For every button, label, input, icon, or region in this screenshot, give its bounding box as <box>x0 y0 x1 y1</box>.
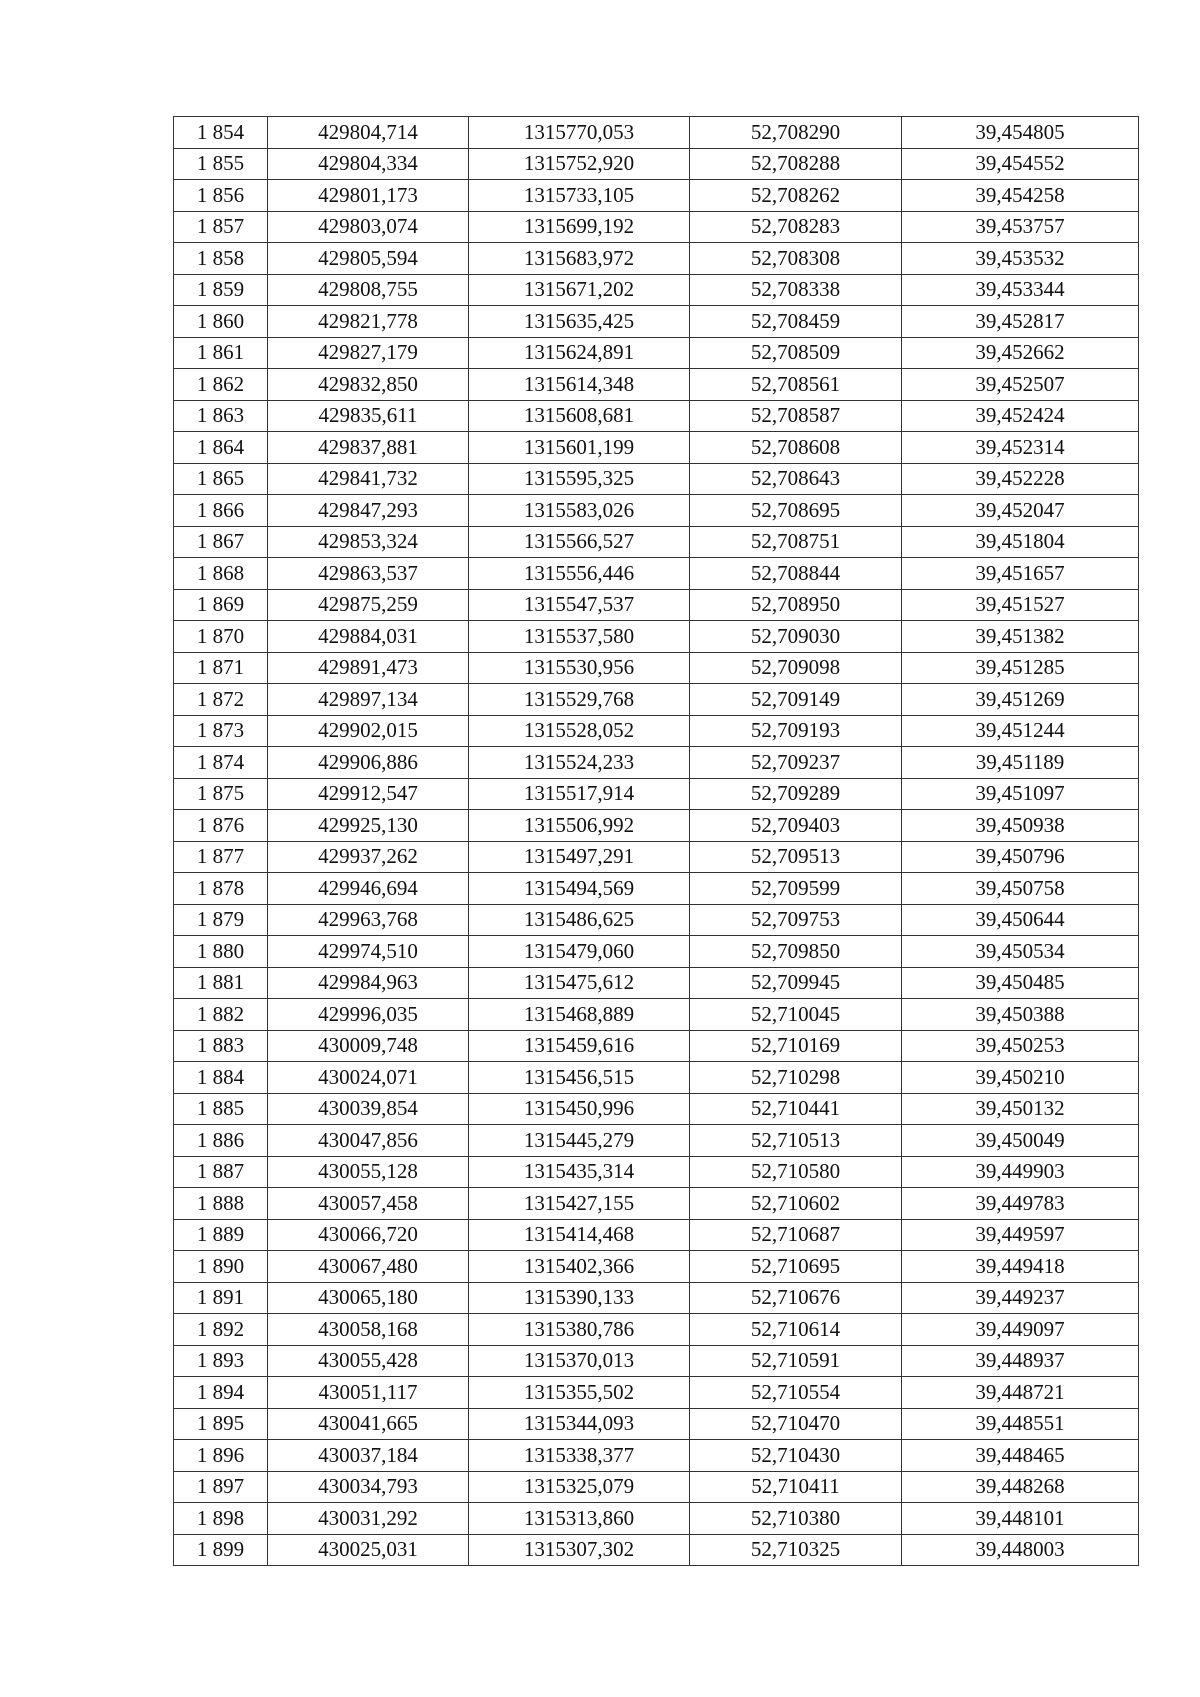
table-row <box>174 1062 1139 1094</box>
point-number-cell: 1 858 <box>174 243 268 275</box>
latitude-cell: 52,710430 <box>690 1440 902 1472</box>
longitude-cell: 39,448937 <box>902 1345 1139 1377</box>
latitude-cell: 52,708288 <box>690 148 902 180</box>
table-row <box>174 1377 1139 1409</box>
table-row <box>174 400 1139 432</box>
latitude-cell: 52,710380 <box>690 1503 902 1535</box>
y-coordinate-cell: 1315733,105 <box>469 180 690 212</box>
longitude-cell: 39,449097 <box>902 1314 1139 1346</box>
x-coordinate-cell: 430066,720 <box>268 1219 469 1251</box>
y-coordinate-cell: 1315475,612 <box>469 967 690 999</box>
latitude-cell: 52,708290 <box>690 117 902 149</box>
latitude-cell: 52,710580 <box>690 1156 902 1188</box>
x-coordinate-cell: 429803,074 <box>268 211 469 243</box>
y-coordinate-cell: 1315770,053 <box>469 117 690 149</box>
point-number-cell: 1 884 <box>174 1062 268 1094</box>
longitude-cell: 39,451382 <box>902 621 1139 653</box>
point-number-cell: 1 895 <box>174 1408 268 1440</box>
x-coordinate-cell: 429946,694 <box>268 873 469 905</box>
table-row <box>174 904 1139 936</box>
table-row <box>174 1408 1139 1440</box>
x-coordinate-cell: 430057,458 <box>268 1188 469 1220</box>
point-number-cell: 1 879 <box>174 904 268 936</box>
coordinates-table <box>173 116 1139 1566</box>
longitude-cell: 39,453757 <box>902 211 1139 243</box>
latitude-cell: 52,708459 <box>690 306 902 338</box>
table-row <box>174 148 1139 180</box>
longitude-cell: 39,450388 <box>902 999 1139 1031</box>
x-coordinate-cell: 429984,963 <box>268 967 469 999</box>
point-number-cell: 1 856 <box>174 180 268 212</box>
longitude-cell: 39,450758 <box>902 873 1139 905</box>
point-number-cell: 1 869 <box>174 589 268 621</box>
y-coordinate-cell: 1315583,026 <box>469 495 690 527</box>
point-number-cell: 1 889 <box>174 1219 268 1251</box>
y-coordinate-cell: 1315683,972 <box>469 243 690 275</box>
coordinates-table-body <box>174 117 1139 1566</box>
point-number-cell: 1 897 <box>174 1471 268 1503</box>
latitude-cell: 52,708262 <box>690 180 902 212</box>
table-row <box>174 967 1139 999</box>
latitude-cell: 52,710602 <box>690 1188 902 1220</box>
y-coordinate-cell: 1315614,348 <box>469 369 690 401</box>
point-number-cell: 1 880 <box>174 936 268 968</box>
y-coordinate-cell: 1315338,377 <box>469 1440 690 1472</box>
point-number-cell: 1 859 <box>174 274 268 306</box>
y-coordinate-cell: 1315325,079 <box>469 1471 690 1503</box>
point-number-cell: 1 870 <box>174 621 268 653</box>
longitude-cell: 39,452662 <box>902 337 1139 369</box>
y-coordinate-cell: 1315671,202 <box>469 274 690 306</box>
table-row <box>174 495 1139 527</box>
point-number-cell: 1 876 <box>174 810 268 842</box>
y-coordinate-cell: 1315307,302 <box>469 1534 690 1566</box>
y-coordinate-cell: 1315468,889 <box>469 999 690 1031</box>
table-row <box>174 1219 1139 1251</box>
y-coordinate-cell: 1315435,314 <box>469 1156 690 1188</box>
latitude-cell: 52,708338 <box>690 274 902 306</box>
y-coordinate-cell: 1315427,155 <box>469 1188 690 1220</box>
latitude-cell: 52,709149 <box>690 684 902 716</box>
table-row <box>174 747 1139 779</box>
y-coordinate-cell: 1315529,768 <box>469 684 690 716</box>
point-number-cell: 1 866 <box>174 495 268 527</box>
latitude-cell: 52,710687 <box>690 1219 902 1251</box>
x-coordinate-cell: 430055,428 <box>268 1345 469 1377</box>
longitude-cell: 39,448465 <box>902 1440 1139 1472</box>
latitude-cell: 52,709030 <box>690 621 902 653</box>
x-coordinate-cell: 429937,262 <box>268 841 469 873</box>
point-number-cell: 1 890 <box>174 1251 268 1283</box>
longitude-cell: 39,450253 <box>902 1030 1139 1062</box>
longitude-cell: 39,451269 <box>902 684 1139 716</box>
latitude-cell: 52,710045 <box>690 999 902 1031</box>
latitude-cell: 52,710441 <box>690 1093 902 1125</box>
y-coordinate-cell: 1315537,580 <box>469 621 690 653</box>
table-row <box>174 432 1139 464</box>
x-coordinate-cell: 430055,128 <box>268 1156 469 1188</box>
point-number-cell: 1 878 <box>174 873 268 905</box>
point-number-cell: 1 857 <box>174 211 268 243</box>
longitude-cell: 39,450049 <box>902 1125 1139 1157</box>
latitude-cell: 52,708751 <box>690 526 902 558</box>
y-coordinate-cell: 1315494,569 <box>469 873 690 905</box>
longitude-cell: 39,452424 <box>902 400 1139 432</box>
y-coordinate-cell: 1315506,992 <box>469 810 690 842</box>
table-row <box>174 337 1139 369</box>
longitude-cell: 39,451244 <box>902 715 1139 747</box>
y-coordinate-cell: 1315528,052 <box>469 715 690 747</box>
point-number-cell: 1 855 <box>174 148 268 180</box>
table-row <box>174 306 1139 338</box>
longitude-cell: 39,451657 <box>902 558 1139 590</box>
latitude-cell: 52,708283 <box>690 211 902 243</box>
point-number-cell: 1 863 <box>174 400 268 432</box>
x-coordinate-cell: 430041,665 <box>268 1408 469 1440</box>
table-row <box>174 180 1139 212</box>
longitude-cell: 39,454805 <box>902 117 1139 149</box>
y-coordinate-cell: 1315566,527 <box>469 526 690 558</box>
point-number-cell: 1 883 <box>174 1030 268 1062</box>
table-row <box>174 274 1139 306</box>
table-row <box>174 621 1139 653</box>
point-number-cell: 1 891 <box>174 1282 268 1314</box>
x-coordinate-cell: 429847,293 <box>268 495 469 527</box>
latitude-cell: 52,710470 <box>690 1408 902 1440</box>
point-number-cell: 1 875 <box>174 778 268 810</box>
latitude-cell: 52,709945 <box>690 967 902 999</box>
longitude-cell: 39,449597 <box>902 1219 1139 1251</box>
y-coordinate-cell: 1315601,199 <box>469 432 690 464</box>
x-coordinate-cell: 429827,179 <box>268 337 469 369</box>
longitude-cell: 39,448268 <box>902 1471 1139 1503</box>
x-coordinate-cell: 429805,594 <box>268 243 469 275</box>
y-coordinate-cell: 1315517,914 <box>469 778 690 810</box>
table-row <box>174 1030 1139 1062</box>
longitude-cell: 39,450485 <box>902 967 1139 999</box>
point-number-cell: 1 864 <box>174 432 268 464</box>
latitude-cell: 52,710298 <box>690 1062 902 1094</box>
y-coordinate-cell: 1315479,060 <box>469 936 690 968</box>
table-row <box>174 1314 1139 1346</box>
table-row <box>174 715 1139 747</box>
y-coordinate-cell: 1315344,093 <box>469 1408 690 1440</box>
table-row <box>174 1282 1139 1314</box>
point-number-cell: 1 873 <box>174 715 268 747</box>
latitude-cell: 52,708643 <box>690 463 902 495</box>
x-coordinate-cell: 429835,611 <box>268 400 469 432</box>
latitude-cell: 52,710411 <box>690 1471 902 1503</box>
x-coordinate-cell: 429974,510 <box>268 936 469 968</box>
table-row <box>174 1188 1139 1220</box>
x-coordinate-cell: 429884,031 <box>268 621 469 653</box>
latitude-cell: 52,708844 <box>690 558 902 590</box>
point-number-cell: 1 862 <box>174 369 268 401</box>
latitude-cell: 52,708950 <box>690 589 902 621</box>
latitude-cell: 52,710676 <box>690 1282 902 1314</box>
longitude-cell: 39,452817 <box>902 306 1139 338</box>
y-coordinate-cell: 1315624,891 <box>469 337 690 369</box>
longitude-cell: 39,454258 <box>902 180 1139 212</box>
x-coordinate-cell: 429837,881 <box>268 432 469 464</box>
longitude-cell: 39,451804 <box>902 526 1139 558</box>
y-coordinate-cell: 1315699,192 <box>469 211 690 243</box>
table-row <box>174 936 1139 968</box>
y-coordinate-cell: 1315355,502 <box>469 1377 690 1409</box>
table-row <box>174 369 1139 401</box>
x-coordinate-cell: 429963,768 <box>268 904 469 936</box>
y-coordinate-cell: 1315414,468 <box>469 1219 690 1251</box>
latitude-cell: 52,708509 <box>690 337 902 369</box>
x-coordinate-cell: 429863,537 <box>268 558 469 590</box>
longitude-cell: 39,452507 <box>902 369 1139 401</box>
x-coordinate-cell: 429897,134 <box>268 684 469 716</box>
x-coordinate-cell: 429925,130 <box>268 810 469 842</box>
y-coordinate-cell: 1315595,325 <box>469 463 690 495</box>
longitude-cell: 39,449237 <box>902 1282 1139 1314</box>
latitude-cell: 52,709237 <box>690 747 902 779</box>
point-number-cell: 1 868 <box>174 558 268 590</box>
point-number-cell: 1 865 <box>174 463 268 495</box>
x-coordinate-cell: 429804,334 <box>268 148 469 180</box>
y-coordinate-cell: 1315608,681 <box>469 400 690 432</box>
x-coordinate-cell: 430009,748 <box>268 1030 469 1062</box>
table-row <box>174 999 1139 1031</box>
point-number-cell: 1 887 <box>174 1156 268 1188</box>
point-number-cell: 1 894 <box>174 1377 268 1409</box>
table-row <box>174 1345 1139 1377</box>
latitude-cell: 52,708561 <box>690 369 902 401</box>
longitude-cell: 39,451527 <box>902 589 1139 621</box>
x-coordinate-cell: 430031,292 <box>268 1503 469 1535</box>
latitude-cell: 52,709098 <box>690 652 902 684</box>
table-row <box>174 873 1139 905</box>
longitude-cell: 39,450644 <box>902 904 1139 936</box>
table-row <box>174 1534 1139 1566</box>
latitude-cell: 52,710513 <box>690 1125 902 1157</box>
y-coordinate-cell: 1315752,920 <box>469 148 690 180</box>
longitude-cell: 39,450132 <box>902 1093 1139 1125</box>
table-row <box>174 778 1139 810</box>
y-coordinate-cell: 1315390,133 <box>469 1282 690 1314</box>
point-number-cell: 1 854 <box>174 117 268 149</box>
x-coordinate-cell: 430065,180 <box>268 1282 469 1314</box>
longitude-cell: 39,449418 <box>902 1251 1139 1283</box>
x-coordinate-cell: 429891,473 <box>268 652 469 684</box>
table-row <box>174 841 1139 873</box>
latitude-cell: 52,708308 <box>690 243 902 275</box>
point-number-cell: 1 871 <box>174 652 268 684</box>
y-coordinate-cell: 1315524,233 <box>469 747 690 779</box>
table-row <box>174 589 1139 621</box>
table-row <box>174 243 1139 275</box>
table-row <box>174 652 1139 684</box>
table-row <box>174 1440 1139 1472</box>
table-row <box>174 463 1139 495</box>
table-row <box>174 526 1139 558</box>
point-number-cell: 1 899 <box>174 1534 268 1566</box>
y-coordinate-cell: 1315450,996 <box>469 1093 690 1125</box>
y-coordinate-cell: 1315530,956 <box>469 652 690 684</box>
x-coordinate-cell: 430025,031 <box>268 1534 469 1566</box>
y-coordinate-cell: 1315556,446 <box>469 558 690 590</box>
point-number-cell: 1 860 <box>174 306 268 338</box>
x-coordinate-cell: 429808,755 <box>268 274 469 306</box>
x-coordinate-cell: 430037,184 <box>268 1440 469 1472</box>
x-coordinate-cell: 429804,714 <box>268 117 469 149</box>
longitude-cell: 39,449903 <box>902 1156 1139 1188</box>
longitude-cell: 39,450210 <box>902 1062 1139 1094</box>
latitude-cell: 52,710614 <box>690 1314 902 1346</box>
latitude-cell: 52,709403 <box>690 810 902 842</box>
point-number-cell: 1 893 <box>174 1345 268 1377</box>
point-number-cell: 1 882 <box>174 999 268 1031</box>
longitude-cell: 39,448101 <box>902 1503 1139 1535</box>
y-coordinate-cell: 1315402,366 <box>469 1251 690 1283</box>
longitude-cell: 39,450796 <box>902 841 1139 873</box>
point-number-cell: 1 877 <box>174 841 268 873</box>
table-row <box>174 1093 1139 1125</box>
latitude-cell: 52,709753 <box>690 904 902 936</box>
x-coordinate-cell: 429821,778 <box>268 306 469 338</box>
y-coordinate-cell: 1315497,291 <box>469 841 690 873</box>
y-coordinate-cell: 1315459,616 <box>469 1030 690 1062</box>
table-row <box>174 558 1139 590</box>
longitude-cell: 39,451097 <box>902 778 1139 810</box>
latitude-cell: 52,709513 <box>690 841 902 873</box>
y-coordinate-cell: 1315547,537 <box>469 589 690 621</box>
x-coordinate-cell: 429841,732 <box>268 463 469 495</box>
longitude-cell: 39,452314 <box>902 432 1139 464</box>
x-coordinate-cell: 430067,480 <box>268 1251 469 1283</box>
x-coordinate-cell: 430034,793 <box>268 1471 469 1503</box>
longitude-cell: 39,448551 <box>902 1408 1139 1440</box>
y-coordinate-cell: 1315380,786 <box>469 1314 690 1346</box>
point-number-cell: 1 888 <box>174 1188 268 1220</box>
latitude-cell: 52,710554 <box>690 1377 902 1409</box>
longitude-cell: 39,454552 <box>902 148 1139 180</box>
longitude-cell: 39,449783 <box>902 1188 1139 1220</box>
x-coordinate-cell: 429996,035 <box>268 999 469 1031</box>
table-row <box>174 810 1139 842</box>
x-coordinate-cell: 429902,015 <box>268 715 469 747</box>
longitude-cell: 39,452228 <box>902 463 1139 495</box>
table-row <box>174 117 1139 149</box>
table-row <box>174 1471 1139 1503</box>
latitude-cell: 52,709193 <box>690 715 902 747</box>
point-number-cell: 1 867 <box>174 526 268 558</box>
x-coordinate-cell: 430058,168 <box>268 1314 469 1346</box>
point-number-cell: 1 898 <box>174 1503 268 1535</box>
table-row <box>174 1156 1139 1188</box>
point-number-cell: 1 872 <box>174 684 268 716</box>
y-coordinate-cell: 1315445,279 <box>469 1125 690 1157</box>
y-coordinate-cell: 1315635,425 <box>469 306 690 338</box>
x-coordinate-cell: 429853,324 <box>268 526 469 558</box>
x-coordinate-cell: 430047,856 <box>268 1125 469 1157</box>
x-coordinate-cell: 429801,173 <box>268 180 469 212</box>
x-coordinate-cell: 430024,071 <box>268 1062 469 1094</box>
longitude-cell: 39,448003 <box>902 1534 1139 1566</box>
longitude-cell: 39,453532 <box>902 243 1139 275</box>
table-row <box>174 684 1139 716</box>
latitude-cell: 52,710169 <box>690 1030 902 1062</box>
x-coordinate-cell: 429875,259 <box>268 589 469 621</box>
latitude-cell: 52,708608 <box>690 432 902 464</box>
longitude-cell: 39,451285 <box>902 652 1139 684</box>
table-row <box>174 1503 1139 1535</box>
point-number-cell: 1 881 <box>174 967 268 999</box>
longitude-cell: 39,452047 <box>902 495 1139 527</box>
x-coordinate-cell: 430039,854 <box>268 1093 469 1125</box>
point-number-cell: 1 874 <box>174 747 268 779</box>
latitude-cell: 52,709289 <box>690 778 902 810</box>
latitude-cell: 52,708695 <box>690 495 902 527</box>
table-row <box>174 1125 1139 1157</box>
latitude-cell: 52,710591 <box>690 1345 902 1377</box>
x-coordinate-cell: 429832,850 <box>268 369 469 401</box>
point-number-cell: 1 861 <box>174 337 268 369</box>
y-coordinate-cell: 1315486,625 <box>469 904 690 936</box>
latitude-cell: 52,708587 <box>690 400 902 432</box>
longitude-cell: 39,453344 <box>902 274 1139 306</box>
latitude-cell: 52,710325 <box>690 1534 902 1566</box>
table-row <box>174 1251 1139 1283</box>
table-row <box>174 211 1139 243</box>
y-coordinate-cell: 1315370,013 <box>469 1345 690 1377</box>
longitude-cell: 39,450534 <box>902 936 1139 968</box>
point-number-cell: 1 886 <box>174 1125 268 1157</box>
longitude-cell: 39,451189 <box>902 747 1139 779</box>
x-coordinate-cell: 430051,117 <box>268 1377 469 1409</box>
longitude-cell: 39,450938 <box>902 810 1139 842</box>
x-coordinate-cell: 429912,547 <box>268 778 469 810</box>
latitude-cell: 52,709850 <box>690 936 902 968</box>
y-coordinate-cell: 1315313,860 <box>469 1503 690 1535</box>
longitude-cell: 39,448721 <box>902 1377 1139 1409</box>
point-number-cell: 1 892 <box>174 1314 268 1346</box>
latitude-cell: 52,709599 <box>690 873 902 905</box>
point-number-cell: 1 885 <box>174 1093 268 1125</box>
point-number-cell: 1 896 <box>174 1440 268 1472</box>
x-coordinate-cell: 429906,886 <box>268 747 469 779</box>
latitude-cell: 52,710695 <box>690 1251 902 1283</box>
y-coordinate-cell: 1315456,515 <box>469 1062 690 1094</box>
